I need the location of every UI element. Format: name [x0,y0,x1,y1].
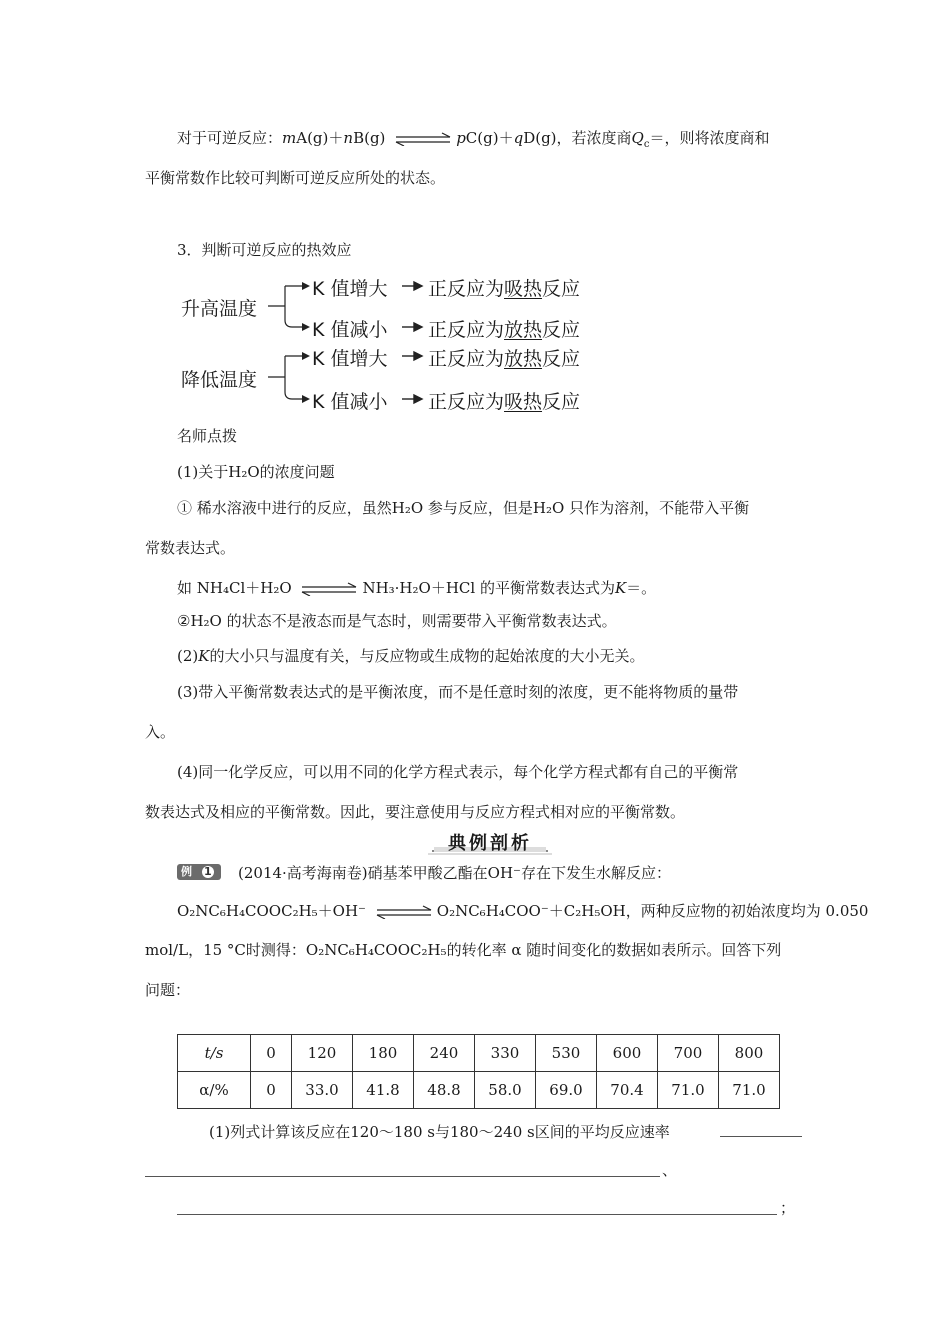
coef-q: q [513,129,524,147]
answer-blank-3[interactable] [177,1214,777,1215]
table-cell: 800 [719,1035,780,1072]
table-cell: 700 [658,1035,719,1072]
table-cell: 70.4 [597,1072,658,1109]
species-c: C(g)＋ [465,129,514,147]
table-cell: 330 [475,1035,536,1072]
coef-n: n [343,129,354,147]
example-banner [426,829,554,857]
tips-point-4-line-1: (3)带入平衡常数表达式的是平衡浓度，而不是任意时刻的浓度，更不能将物质的量带 [177,683,739,701]
tips-point-2-line-2: 常数表达式。 [145,539,236,557]
answer-separator: 、 [662,1161,678,1179]
coef-p: p [456,129,466,147]
species-b: B(g) [353,129,386,147]
coef-m: m [282,129,297,147]
tips-point-2-line-1: ① 稀水溶液中进行的反应，虽然H₂O 参与反应，但是H₂O 只作为溶剂，不能带入平衡 [177,499,750,517]
lower-conclusion-1: 正反应为放热反应 [428,348,581,370]
conversion-table [177,1034,780,1109]
lower-temperature-label: 降低温度 [181,369,258,391]
example-equation: O₂NC₆H₄COOC₂H₅＋OH⁻ O₂NC₆H₄COO⁻＋C₂H₅OH，两种反应物的初始浓度均为 0.050 [177,902,869,920]
table-cell: 0 [251,1035,292,1072]
intro-suffix: ＝，则将浓度商和 [649,129,770,147]
raise-key-2: 放热 [504,319,543,341]
tips-point-4-line-2: 入。 [145,723,176,741]
raise-conclusion-2: 正反应为放热反应 [428,319,581,341]
example-badge [177,864,221,880]
equilibrium-arrow-icon [300,582,358,596]
species-d: D(g)，若浓度商 [523,129,632,147]
raise-conclusion-1: 正反应为吸热反应 [428,278,581,300]
equilibrium-arrow-icon [375,905,433,919]
tips-point-2b: ②H₂O 的状态不是液态而是气态时，则需要带入平衡常数表达式。 [177,612,617,630]
k-symbol: K [198,647,210,665]
raise-temperature-label: 升高温度 [181,298,258,320]
table-cell: 240 [414,1035,475,1072]
table-row-time [178,1035,780,1072]
raise-key-1: 吸热 [504,278,543,300]
table-cell: 41.8 [353,1072,414,1109]
example-badge-label: 例 [181,865,192,878]
table-cell: 120 [292,1035,353,1072]
example-banner-title: 典例剖析 [448,833,532,854]
qc-subscript: c [643,139,650,150]
tips-example-equation: 如 NH₄Cl＋H₂O NH₃·H₂O＋HCl 的平衡常数表达式为K＝。 [177,579,657,597]
table-cell: 71.0 [658,1072,719,1109]
table-header-time: t/s [178,1035,251,1072]
tips-point-5-line-1: (4)同一化学反应，可以用不同的化学方程式表示，每个化学方程式都有自己的平衡常 [177,763,739,781]
table-cell: 530 [536,1035,597,1072]
table-cell: 48.8 [414,1072,475,1109]
intro-prefix: 对于可逆反应： [177,129,283,147]
answer-end: ； [780,1199,796,1217]
lower-key-1: 放热 [504,348,543,370]
tips-point-3: (2)K的大小只与温度有关，与反应物或生成物的起始浓度的大小无关。 [177,647,645,665]
table-cell: 71.0 [719,1072,780,1109]
intro-line-2: 平衡常数作比较可判断可逆反应所处的状态。 [145,169,446,187]
table-cell: 180 [353,1035,414,1072]
species-a: A(g)＋ [296,129,344,147]
tips-point-1: (1)关于H₂O的浓度问题 [177,463,335,481]
table-header-alpha: α/% [178,1072,251,1109]
k-symbol: K [614,579,627,597]
table-cell: 33.0 [292,1072,353,1109]
table-cell: 600 [597,1035,658,1072]
qc-symbol: Q [631,129,644,147]
answer-blank-1[interactable] [720,1136,802,1137]
tips-heading: 名师点拨 [177,427,238,445]
table-row-alpha [178,1072,780,1109]
raise-k-decrease: K 值减小 [312,319,388,341]
question-1: (1)列式计算该反应在120～180 s与180～240 s区间的平均反应速率 [209,1123,670,1141]
table-cell: 69.0 [536,1072,597,1109]
tips-point-5-line-2: 数表达式及相应的平衡常数。因此，要注意使用与反应方程式相对应的平衡常数。 [145,803,686,821]
table-cell: 58.0 [475,1072,536,1109]
raise-k-increase: K 值增大 [312,278,388,300]
lower-k-decrease: K 值减小 [312,391,388,413]
section-3-title: 3．判断可逆反应的热效应 [177,241,352,259]
example-line-4: 问题： [145,981,191,999]
lower-conclusion-2: 正反应为吸热反应 [428,391,581,413]
lower-key-2: 吸热 [504,391,543,413]
example-badge-number: 1 [204,865,212,878]
table-cell: 0 [251,1072,292,1109]
answer-blank-2[interactable] [145,1176,660,1177]
example-line-3: mol/L，15 °C时测得：O₂NC₆H₄COOC₂H₅的转化率 α 随时间变化的数据如表所示。回答下列 [145,941,782,959]
example-line-1: (2014·高考海南卷)硝基苯甲酸乙酯在OH⁻存在下发生水解反应： [238,864,671,882]
lower-k-increase: K 值增大 [312,348,388,370]
